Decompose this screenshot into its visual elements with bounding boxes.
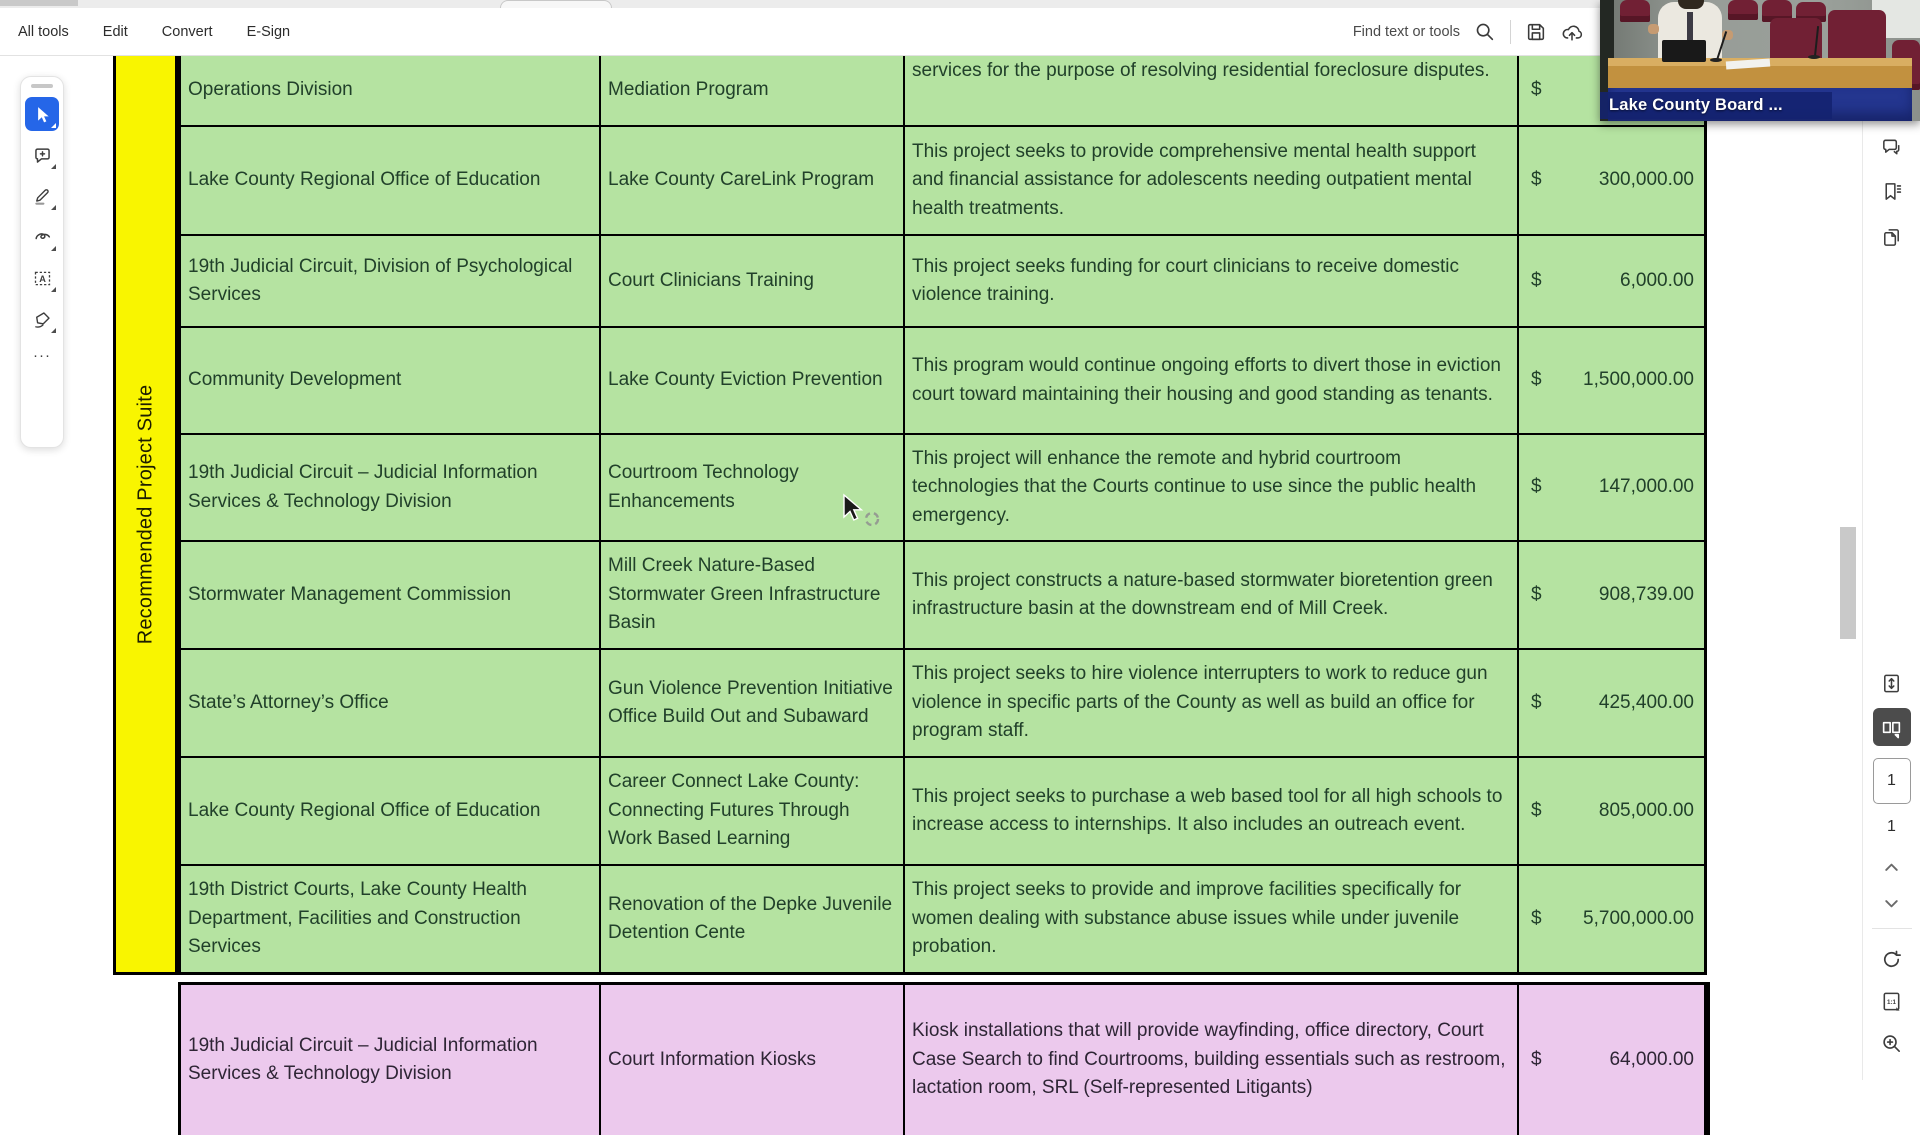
quick-tools-panel	[20, 76, 64, 448]
currency-sign: $	[1531, 799, 1542, 821]
band-label: Recommended Project Suite	[134, 384, 157, 644]
cell-program: Mill Creek Nature-Based Stormwater Green Infrastructure Basin	[601, 542, 905, 648]
currency-sign: $	[1531, 369, 1542, 391]
menu-convert[interactable]: Convert	[161, 24, 213, 40]
video-microphone-base	[1808, 55, 1820, 59]
sidebar-divider	[1872, 928, 1912, 929]
tab-strip-tab-outline	[500, 0, 612, 8]
page-number-input[interactable]	[1873, 758, 1911, 804]
cell-organization: 19th Judicial Circuit – Judicial Information Services & Technology Division	[181, 435, 601, 540]
cell-description: This project seeks funding for court clinicians to receive domestic violence training.	[905, 236, 1519, 326]
table-row	[181, 435, 1707, 542]
cell-amount	[1519, 650, 1707, 756]
bookmark-icon	[1880, 180, 1903, 203]
svg-text:1:1: 1:1	[1887, 998, 1896, 1006]
cell-amount	[1519, 435, 1707, 540]
cell-organization: Stormwater Management Commission	[181, 542, 601, 648]
menu-all-tools[interactable]: All tools	[18, 24, 69, 40]
video-caption-text: Lake County Board ...	[1609, 96, 1783, 114]
cell-description: This project will enhance the remote and hybrid courtroom technologies that the Courts continue to use since the public health emergency.	[905, 435, 1519, 540]
save-icon[interactable]	[1525, 21, 1547, 43]
toolbar-menu	[18, 8, 290, 56]
table-row	[181, 328, 1707, 435]
cell-program: Courtroom Technology Enhancements	[601, 435, 905, 540]
cell-description: This project seeks to provide and improve facilities specifically for women dealing with substance abuse issues while under juvenile probation.	[905, 866, 1519, 972]
cell-description: This project seeks to purchase a web based tool for all high schools to increase access to internships. It also includes an outreach event.	[905, 758, 1519, 864]
dropdown-corner-icon	[51, 287, 56, 292]
document-viewport	[0, 56, 1920, 1099]
cell-program: Gun Violence Prevention Initiative Office Build Out and Subaward	[601, 650, 905, 756]
cell-program: Lake County Eviction Prevention	[601, 328, 905, 433]
amount-value: 300,000.00	[1598, 169, 1694, 191]
cell-program: Career Connect Lake County: Connecting Futures Through Work Based Learning	[601, 758, 905, 864]
cell-description: services for the purpose of resolving residential foreclosure disputes.	[905, 56, 1519, 125]
chevron-up-icon	[1880, 856, 1903, 879]
zoom-in-icon	[1880, 1032, 1903, 1055]
draw-squiggle-icon	[32, 227, 53, 248]
table-row	[181, 866, 1707, 975]
amount-value: 5,700,000.00	[1583, 907, 1694, 929]
currency-sign: $	[1531, 583, 1542, 605]
cell-amount	[1519, 328, 1707, 433]
currency-sign: $	[1531, 476, 1542, 498]
amount-value: 1,500,000.00	[1583, 369, 1694, 391]
tab-strip-segment	[0, 0, 78, 6]
amount-value: 425,400.00	[1598, 691, 1694, 713]
select-tool-button[interactable]	[25, 97, 59, 131]
amount-value: 805,000.00	[1598, 799, 1694, 821]
add-text-button[interactable]	[25, 261, 59, 295]
comments-panel-button[interactable]	[1873, 128, 1911, 166]
signature-pen-icon	[32, 309, 53, 330]
svg-text:A: A	[38, 273, 46, 284]
highlight-pencil-button[interactable]	[25, 179, 59, 213]
table-row	[181, 236, 1707, 328]
amount-value: 147,000.00	[1598, 476, 1694, 498]
video-chair	[1620, 0, 1650, 22]
table-row	[181, 56, 1707, 127]
currency-sign: $	[1531, 1048, 1542, 1070]
add-text-icon	[32, 268, 53, 289]
find-group	[1353, 8, 1583, 56]
fit-page-button[interactable]	[1873, 664, 1911, 702]
recommended-projects-table	[178, 56, 1707, 975]
dropdown-corner-icon	[51, 123, 56, 128]
actual-size-icon	[1880, 990, 1903, 1013]
bookmarks-panel-button[interactable]	[1873, 172, 1911, 210]
video-microphone-base	[1710, 58, 1722, 62]
dropdown-corner-icon	[51, 205, 56, 210]
next-page-button[interactable]	[1873, 888, 1911, 918]
cell-organization: State’s Attorney’s Office	[181, 650, 601, 756]
cell-amount	[1519, 866, 1707, 972]
video-caption-bar	[1600, 92, 1832, 119]
find-text-label[interactable]: Find text or tools	[1352, 24, 1460, 40]
cell-description: Kiosk installations that will provide wayfinding, office directory, Court Case Search to find Courtrooms, building essentials such as restroom, lactation room, SRL (Self-represented Litigants)	[905, 985, 1519, 1135]
currency-sign: $	[1531, 691, 1542, 713]
cell-organization: Community Development	[181, 328, 601, 433]
currency-sign: $	[1531, 169, 1542, 191]
amount-value: 908,739.00	[1598, 583, 1694, 605]
toolbar-divider	[1510, 20, 1511, 44]
right-sidebar	[1862, 56, 1920, 1080]
recommended-suite-band	[113, 56, 178, 975]
cell-organization: 19th Judicial Circuit, Division of Psychological Services	[181, 236, 601, 326]
add-comment-button[interactable]	[25, 138, 59, 172]
video-speaker-hair	[1678, 0, 1704, 9]
add-comment-icon	[32, 145, 53, 166]
currency-sign: $	[1531, 269, 1542, 291]
scroll-view-icon	[1880, 716, 1903, 739]
cell-program: Lake County CareLink Program	[601, 127, 905, 234]
cell-program: Court Information Kiosks	[601, 985, 905, 1135]
cell-organization: 19th Judicial Circuit – Judicial Information Services & Technology Division	[181, 985, 601, 1135]
draw-tool-button[interactable]	[25, 220, 59, 254]
cell-organization: Lake County Regional Office of Education	[181, 758, 601, 864]
rotate-page-button[interactable]	[1873, 940, 1911, 978]
cell-amount	[1519, 985, 1707, 1135]
menu-esign[interactable]: E-Sign	[246, 24, 291, 40]
menu-edit[interactable]: Edit	[102, 24, 128, 40]
dropdown-corner-icon	[51, 164, 56, 169]
cell-amount	[1519, 542, 1707, 648]
currency-sign: $	[1531, 907, 1542, 929]
meeting-video-overlay[interactable]	[1600, 0, 1920, 121]
cell-program: Mediation Program	[601, 56, 905, 125]
table-row	[181, 758, 1707, 866]
pencil-icon	[32, 186, 53, 207]
page-view-mode-button[interactable]	[1873, 708, 1911, 746]
cell-organization: Lake County Regional Office of Education	[181, 127, 601, 234]
cell-program: Court Clinicians Training	[601, 236, 905, 326]
zoom-in-button[interactable]	[1873, 1024, 1911, 1062]
actual-size-button[interactable]	[1873, 982, 1911, 1020]
total-pages-label: 1	[1887, 818, 1896, 835]
video-speaker-hand	[1648, 24, 1659, 34]
pages-copy-icon	[1880, 226, 1903, 249]
video-laptop	[1662, 40, 1706, 62]
video-desk-front	[1608, 66, 1912, 90]
vertical-scrollbar-thumb[interactable]	[1840, 527, 1856, 639]
cell-organization: 19th District Courts, Lake County Health Department, Facilities and Construction Services	[181, 866, 601, 972]
dropdown-corner-icon	[51, 328, 56, 333]
table-row	[181, 542, 1707, 650]
dropdown-corner-icon	[51, 246, 56, 251]
select-arrow-icon	[32, 104, 53, 125]
video-chair	[1728, 0, 1758, 20]
current-page: 1	[1887, 772, 1896, 789]
cell-description: This project constructs a nature-based stormwater bioretention green infrastructure basin at the downstream end of Mill Creek.	[905, 542, 1519, 648]
video-speaker-tie	[1687, 12, 1693, 42]
table-row	[181, 985, 1707, 1135]
comments-icon	[1880, 136, 1903, 159]
attachments-panel-button[interactable]	[1873, 218, 1911, 256]
more-tools-button[interactable]: ···	[33, 347, 51, 364]
cell-description: This program would continue ongoing efforts to divert those in eviction court toward maintaining their housing and good standing as tenants.	[905, 328, 1519, 433]
cloud-upload-icon[interactable]	[1561, 21, 1583, 43]
fill-sign-button[interactable]	[25, 302, 59, 336]
cell-amount	[1519, 236, 1707, 326]
non-recommended-projects-table	[178, 982, 1710, 1135]
currency-sign: $	[1531, 79, 1542, 101]
rotate-icon	[1880, 948, 1903, 971]
cell-description: This project seeks to provide comprehensive mental health support and financial assistance for adolescents needing outpatient mental health treatments.	[905, 127, 1519, 234]
panel-drag-handle[interactable]	[31, 84, 53, 88]
cell-amount	[1519, 758, 1707, 864]
amount-value: 6,000.00	[1620, 269, 1694, 291]
cell-program: Renovation of the Depke Juvenile Detention Cente	[601, 866, 905, 972]
cell-description: This project seeks to hire violence interrupters to work to reduce gun violence in specific parts of the County as well as build an office for program staff.	[905, 650, 1519, 756]
amount-value: 64,000.00	[1609, 1048, 1694, 1070]
search-icon[interactable]	[1474, 21, 1496, 43]
fit-page-icon	[1880, 672, 1903, 695]
cell-amount	[1519, 127, 1707, 234]
table-row	[181, 127, 1707, 236]
chevron-down-icon	[1880, 892, 1903, 915]
table-row	[181, 650, 1707, 758]
cell-organization: Operations Division	[181, 56, 601, 125]
previous-page-button[interactable]	[1873, 852, 1911, 882]
